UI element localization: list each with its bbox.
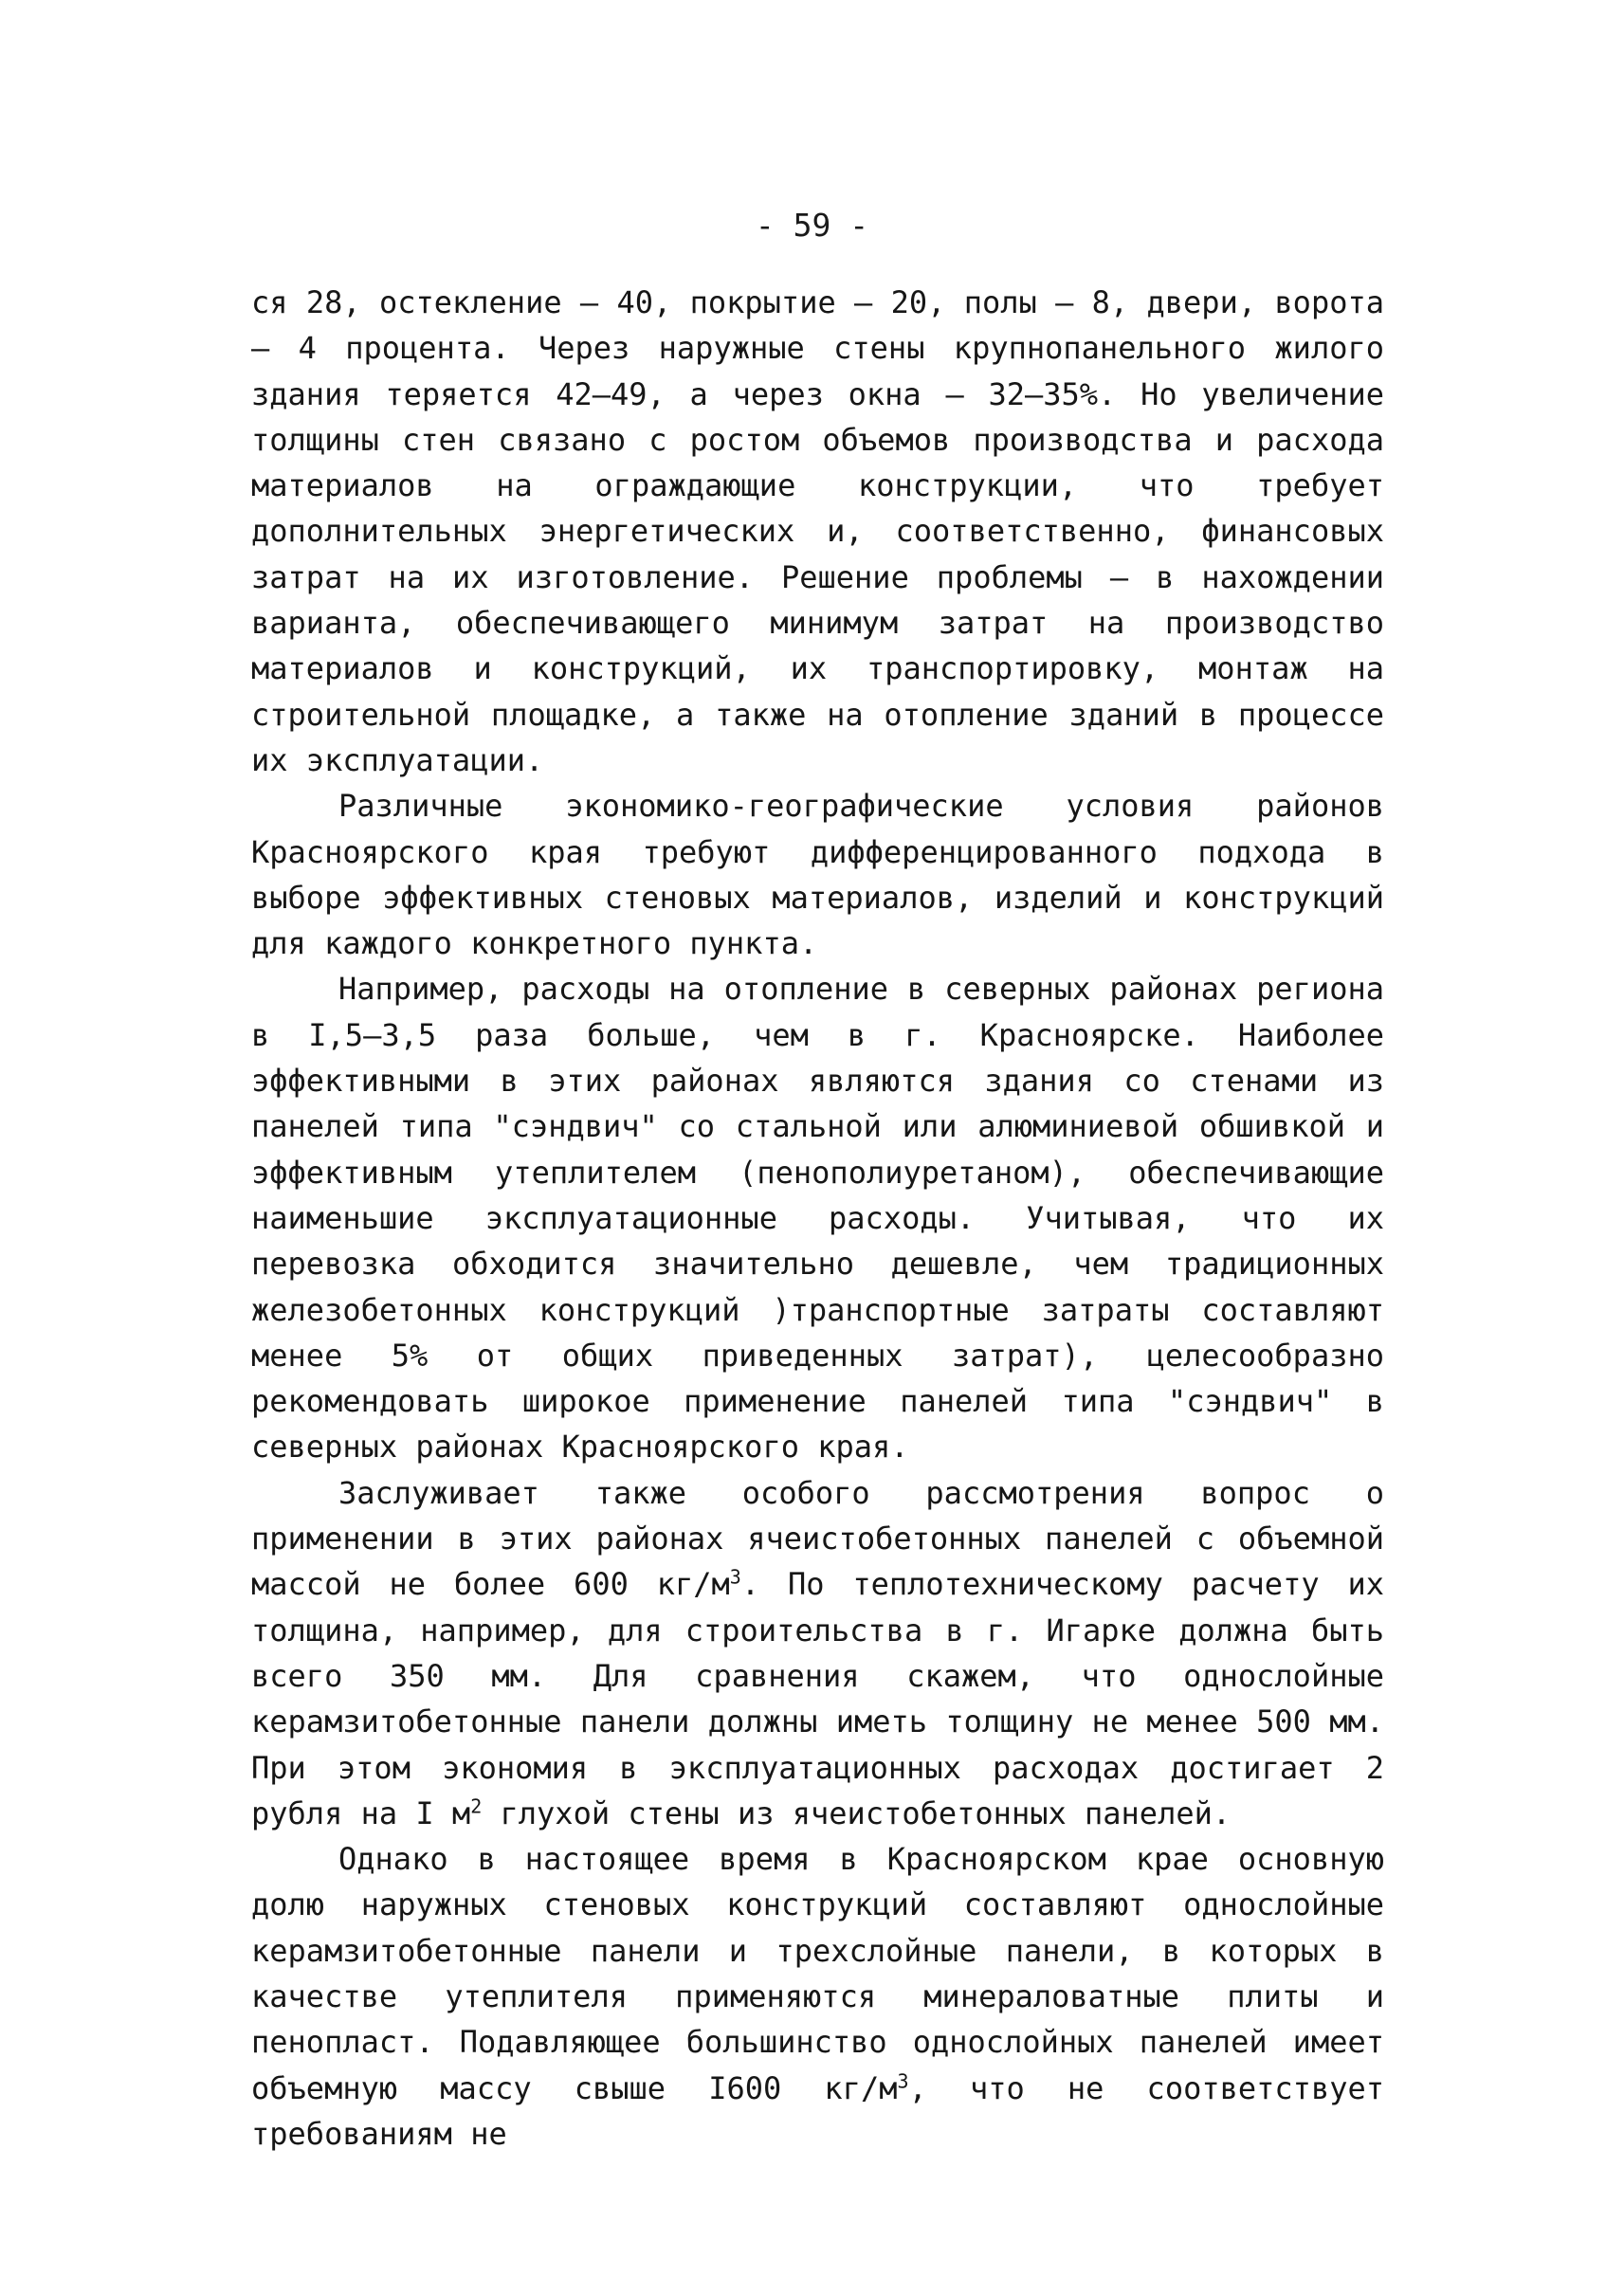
paragraph-1: ся 28, остекление – 40, покрытие – 20, полы – 8, двери, ворота – 4 процента. Через наружные стены крупнопанельного жилого здания теряется 42–49, а через окна – 32–35%. Но увеличение толщины стен связано с ростом объемов производства и расхода материалов на ограждающие конструкции, что требует дополнительных энергетических и, соответственно, финансовых затрат на их изготовление. Решение проблемы – в нахождении варианта, обеспечивающего минимум затрат на производство материалов и конструкций, их транспортировку, монтаж на строительной площадке, а также на отопление зданий в процессе их эксплуатации.: [251, 284, 1384, 778]
superscript-square: 2: [470, 1794, 483, 1818]
paragraph-4-text-b: . По теплотехническому расчету их толщина, например, для строительства в г. Игарке должна быть всего 350 мм. Для сравнения скажем, что однослойные керамзитобетонные панели должны иметь толщину не менее 500 мм. При этом экономия в эксплуатационных расходах достигает 2 рубля на I м: [251, 1566, 1384, 1831]
paragraph-4-text-a: Заслуживает также особого рассмотрения вопрос о применении в этих районах ячеистобетонных панелей с объемной массой не более 600 кг/м: [251, 1474, 1384, 1603]
superscript-cubic: 3: [729, 1565, 741, 1589]
paragraph-5-text-a: Однако в настоящее время в Красноярском крае основную долю наружных стеновых конструкций составляют однослойные керамзитобетонные панели и трехслойные панели, в которых в качестве утеплителя применяются минераловатные плиты и пенопласт. Подавляющее большинство однослойных панелей имеет объемную массу свыше I600 кг/м: [251, 1841, 1384, 2106]
paragraph-2: Различные экономико-географические условия районов Красноярского края требуют дифференцированного подхода в выборе эффективных стеновых материалов, изделий и конструкций для каждого конкретного пункта.: [251, 788, 1384, 962]
superscript-cubic: 3: [897, 2068, 909, 2092]
body-text: [251, 280, 1384, 2157]
paragraph-5: [251, 1836, 1384, 2157]
paragraph-4: [251, 1470, 1384, 1836]
paragraph-3: Например, расходы на отопление в северных районах региона в I,5–3,5 раза больше, чем в г. Красноярске. Наиболее эффективными в этих районах являются здания со стенами из панелей типа "сэндвич" со стальной или алюминиевой обшивкой и эффективным утеплителем (пенополиуретаном), обеспечивающие наименьшие эксплуатационные расходы. Учитывая, что их перевозка обходится значительно дешевле, чем традиционных железобетонных конструкций )транспортные затраты составляют менее 5% от общих приведенных затрат), целесообразно рекомендовать широкое применение панелей типа "сэндвич" в северных районах Красноярского края.: [251, 971, 1384, 1466]
paragraph-5-text-b: , что не соответствует требованиям не: [251, 2069, 1385, 2152]
paragraph-4-text-c: глухой стены из ячеистобетонных панелей.: [482, 1794, 1232, 1831]
page-number: - 59 -: [755, 207, 869, 244]
